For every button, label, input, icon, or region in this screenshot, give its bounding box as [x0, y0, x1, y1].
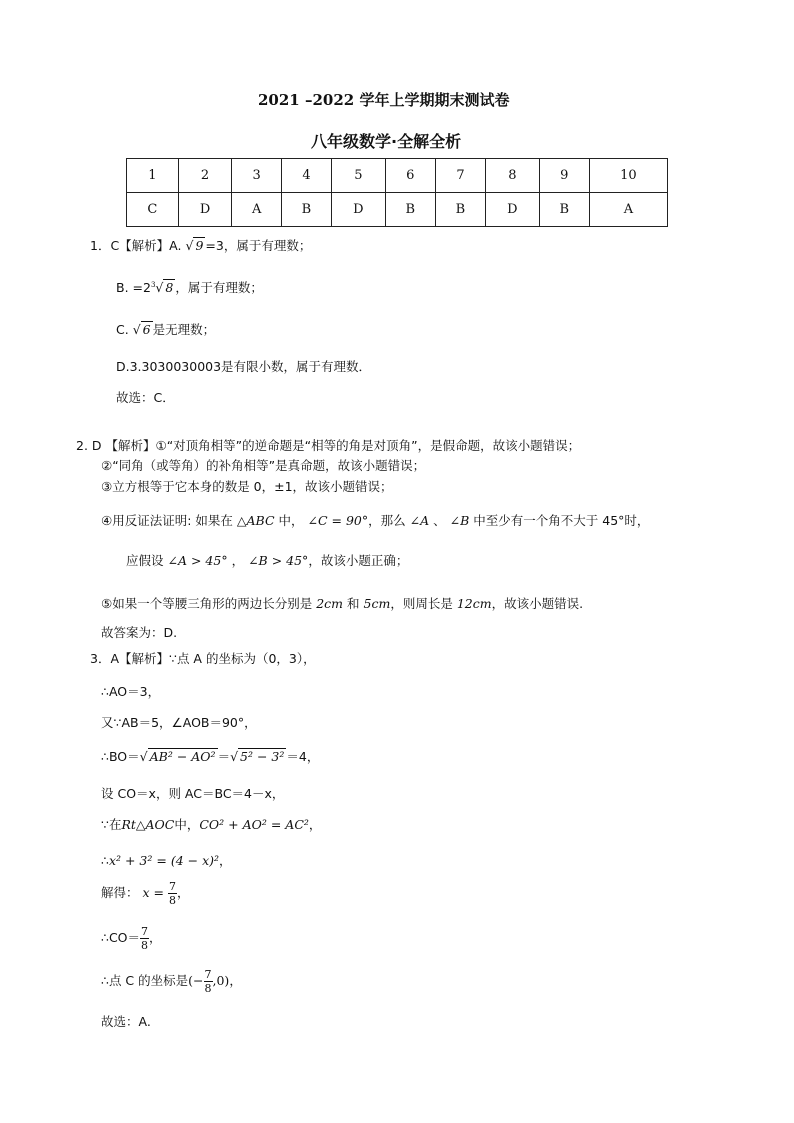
answer-table-answer-row: [127, 193, 668, 227]
q2-text: ，则周长是: [390, 596, 453, 611]
math-expression: ∠C = 90°: [307, 513, 369, 528]
answer-table-cell: 8: [486, 159, 540, 193]
document-title: 2021 –2022 学年上学期期末测试卷: [258, 91, 510, 109]
q1-text: 1．C【解析】A.: [90, 238, 186, 253]
q3-text: ∴: [101, 853, 109, 868]
math-expression: CO² + AO² = AC²: [199, 817, 309, 832]
q1-text: B. =2: [116, 280, 151, 295]
q3-line-3: 又∵AB＝5，∠AOB＝90°，: [101, 715, 257, 730]
sqrt-expression: √ AB² − AO²: [139, 749, 216, 764]
answer-table-cell: B: [539, 193, 589, 227]
answer-table-cell: 6: [385, 159, 435, 193]
answer-table-cell: 1: [127, 159, 179, 193]
q3-text: 解得：: [101, 885, 139, 900]
answer-table-cell: 2: [178, 159, 232, 193]
q2-text: ，那么: [368, 513, 406, 528]
answer-table-cell: A: [232, 193, 281, 227]
radicand: 9: [195, 238, 204, 253]
radicand: 8: [165, 280, 174, 295]
math-expression: △ABC: [236, 513, 275, 528]
math-expression: x =: [142, 885, 164, 900]
radicand: 6: [142, 322, 151, 337]
math-expression: ∠B > 45°: [248, 553, 309, 568]
q3-line-10: [101, 968, 242, 995]
q2-text: 、: [433, 513, 446, 528]
q3-text: ，: [308, 817, 322, 832]
q2-text: 中至少有一个角不大于 45°时，: [473, 513, 650, 528]
answer-table-cell: B: [385, 193, 435, 227]
q3-line-7: [101, 851, 232, 869]
radicand: 5² − 3²: [240, 749, 285, 764]
q3-text: ，: [176, 885, 190, 900]
q2-line-6: [101, 594, 583, 612]
cube-root-expression: $^3$√ 8: [150, 280, 174, 295]
sqrt-expression: √ 6: [132, 322, 151, 337]
q3-text: 中，: [174, 817, 200, 832]
math-expression: ∠A > 45°: [167, 553, 228, 568]
document-subtitle: 八年级数学·全解全析: [311, 132, 462, 151]
answer-table-cell: 9: [539, 159, 589, 193]
q3-text: ＝: [217, 749, 231, 764]
q1-text: C.: [116, 322, 133, 337]
math-expression: 2cm: [316, 596, 344, 611]
fraction-numerator: 7: [204, 968, 212, 981]
q3-text: ∴点 C 的坐标是: [101, 973, 189, 988]
answer-table-cell: A: [589, 193, 667, 227]
q1-text: 是无理数；: [152, 322, 216, 337]
q2-line-2: ②“同角（或等角）的补角相等”是真命题，故该小题错误；: [101, 458, 426, 473]
q1-text: ，属于有理数；: [175, 280, 263, 295]
math-expression: 12cm: [456, 596, 492, 611]
q3-line-6: [101, 815, 321, 833]
answer-table-cell: D: [486, 193, 540, 227]
q3-line-8: [101, 880, 190, 907]
sqrt-expression: √ 5² − 3²: [230, 749, 285, 764]
fraction: [204, 968, 213, 995]
answer-table-number-row: [127, 159, 668, 193]
answer-table-cell: C: [127, 193, 179, 227]
q2-line-3: ③立方根等于它本身的数是 0，±1，故该小题错误；: [101, 479, 393, 494]
math-expression: ∠A: [409, 513, 430, 528]
answer-table-cell: B: [435, 193, 485, 227]
fraction: [168, 880, 177, 907]
math-expression: (−: [188, 973, 204, 988]
fraction-denominator: 8: [204, 982, 212, 995]
q3-line-1: 3．A【解析】∵点 A 的坐标为（0，3），: [90, 651, 316, 666]
q3-text: ，: [219, 853, 232, 868]
fraction: [140, 925, 149, 952]
answer-table-cell: 3: [232, 159, 281, 193]
answer-table-cell: B: [281, 193, 331, 227]
q2-text: 和: [347, 596, 360, 611]
q2-text: 中，: [278, 513, 304, 528]
q3-line-11: 故选：A.: [101, 1014, 151, 1029]
math-expression: x² + 3² = (4 − x)²: [108, 853, 220, 868]
sqrt-expression: √ 9: [185, 238, 204, 253]
q3-text: ∴BO＝: [101, 749, 140, 764]
q1-text: =3，属于有理数；: [205, 238, 312, 253]
q3-text: ，: [229, 973, 242, 988]
q3-text: ∵在: [101, 817, 122, 832]
answer-table-cell: 10: [589, 159, 667, 193]
answer-table-cell: 4: [281, 159, 331, 193]
answer-table-cell: 7: [435, 159, 485, 193]
radicand: AB² − AO²: [149, 749, 216, 764]
fraction-numerator: 7: [141, 925, 149, 938]
answer-table-cell: 5: [332, 159, 386, 193]
q2-text: ⑤如果一个等腰三角形的两边长分别是: [101, 596, 313, 611]
q1-line-2: [116, 278, 263, 296]
q3-text: ，: [149, 930, 162, 945]
q2-line-5: [126, 551, 408, 569]
q1-line-3: [116, 320, 215, 338]
q3-line-2: ∴AO＝3，: [101, 684, 161, 699]
answer-table-cell: D: [332, 193, 386, 227]
q2-text: 应假设: [126, 553, 164, 568]
q2-text: ，: [231, 553, 245, 568]
q2-text: ④用反证法证明: 如果在: [101, 513, 233, 528]
math-expression: 5cm: [363, 596, 391, 611]
fraction-numerator: 7: [168, 880, 176, 893]
q2-text: ，故该小题正确；: [308, 553, 409, 568]
q3-text: ∴CO＝: [101, 930, 141, 945]
answer-table-cell: D: [178, 193, 232, 227]
q3-line-5: 设 CO＝x，则 AC＝BC＝4－x，: [101, 786, 285, 801]
fraction-denominator: 8: [168, 894, 176, 907]
q1-line-4: D.3.3030030003是有限小数，属于有理数．: [116, 359, 372, 374]
q2-line-1: 2. D 【解析】①“对顶角相等”的逆命题是“相等的角是对顶角”，是假命题，故该小题错误；: [76, 438, 581, 453]
answer-table: [126, 158, 668, 227]
q2-line-7: 故答案为：D.: [101, 625, 178, 640]
q2-line-4: [101, 511, 649, 529]
q3-line-9: [101, 925, 162, 952]
q1-line-5: 故选：C．: [116, 390, 175, 405]
q3-text: ＝4，: [286, 749, 320, 764]
q3-line-4: [101, 747, 319, 765]
math-expression: ,0): [212, 973, 230, 988]
q2-text: ，故该小题错误.: [491, 596, 584, 611]
math-expression: ∠B: [449, 513, 470, 528]
math-expression: Rt△AOC: [121, 817, 175, 832]
fraction-denominator: 8: [141, 939, 149, 952]
q1-line-1: [90, 236, 311, 254]
